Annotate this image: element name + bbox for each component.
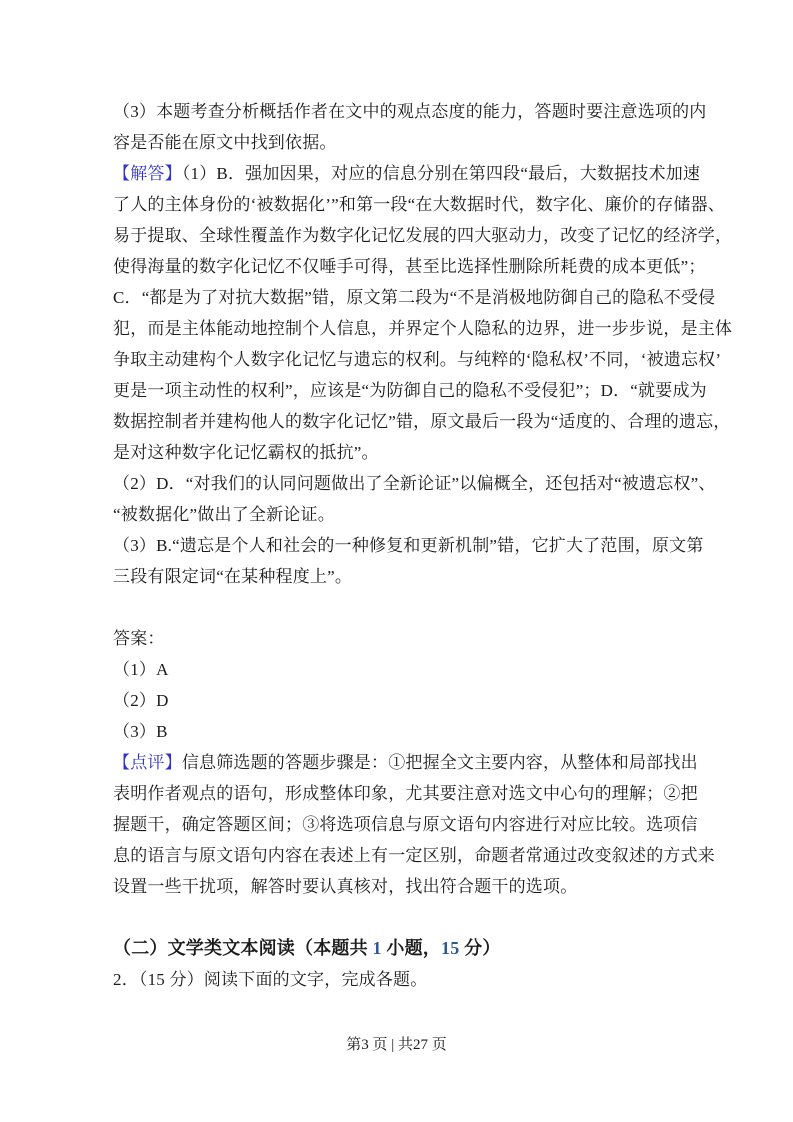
text-run: 2．（15 分）阅读下面的文字，完成各题。 — [113, 970, 428, 989]
text-line — [113, 313, 733, 344]
text-line — [113, 406, 731, 437]
text-line — [113, 685, 689, 716]
heading-number: 1 — [372, 938, 382, 958]
text-run: （3）本题考查分析概括作者在文中的观点态度的能力，答题时要注意选项的内 — [113, 102, 707, 121]
text-line — [113, 375, 707, 406]
text-line — [113, 871, 689, 902]
text-line — [113, 964, 689, 995]
text-run: （二）文学类文本阅读（本题共 — [113, 938, 373, 958]
text-run: 争取主动建构个人数字化记忆与遗忘的权利。与纯粹的‘隐私权’不同，‘被遗忘权’ — [113, 350, 722, 369]
text-run: （1）A — [113, 660, 169, 679]
text-line — [113, 437, 689, 468]
text-run: 设置一些干扰项，解答时要认真核对，找出符合题干的选项。 — [113, 877, 578, 896]
text-run: （3）B — [113, 722, 168, 741]
text-line — [113, 158, 701, 189]
text-line — [113, 840, 715, 871]
text-line — [113, 716, 689, 747]
text-run: 了人的主体身份的‘被数据化’”和第一段“在大数据时代，数字化、廉价的存储器、 — [113, 195, 726, 214]
text-run: 是对这种数字化记忆霸权的抵抗”。 — [113, 443, 379, 462]
section-label: 【解答】 — [113, 164, 182, 183]
text-line — [113, 654, 689, 685]
text-line — [113, 747, 698, 778]
text-line — [113, 778, 698, 809]
text-run: （3）B.“遗忘是个人和社会的一种修复和更新机制”错，它扩大了范围，原文第 — [113, 536, 704, 555]
text-run: 小题， — [381, 938, 442, 958]
text-run: 表明作者观点的语句，形成整体印象，尤其要注意对选文中心句的理解；②把 — [113, 784, 698, 803]
text-line — [113, 127, 689, 158]
text-run: 犯，而是主体能动地控制个人信息，并界定个人隐私的边界，进一步步说，是主体 — [113, 319, 733, 338]
text-run: 容是否能在原文中找到依据。 — [113, 133, 337, 152]
text-line — [113, 282, 716, 313]
text-run: 分） — [459, 938, 501, 958]
blank-line — [113, 902, 689, 933]
text-run: （1）B．强加因果，对应的信息分别在第四段“最后，大数据技术加速 — [181, 164, 701, 183]
page-footer-text: 第3 页 | 共27 页 — [346, 1037, 447, 1053]
text-line — [113, 189, 726, 220]
text-line — [113, 623, 689, 654]
text-line — [113, 530, 704, 561]
text-run: （2）D．“对我们的认同问题做出了全新论证”以偏概全，还包括对“被遗忘权”、 — [113, 474, 716, 493]
text-run: “被数据化”做出了全新论证。 — [113, 505, 335, 524]
text-line — [113, 251, 706, 282]
text-line — [113, 220, 733, 251]
heading-number: 15 — [441, 938, 460, 958]
page-footer — [0, 1033, 793, 1054]
text-run: 答案： — [113, 629, 165, 648]
text-run: 三段有限定词“在某种程度上”。 — [113, 567, 353, 586]
text-run: 易于提取、全球性覆盖作为数字化记忆发展的四大驱动力，改变了记忆的经济学， — [113, 226, 733, 245]
text-run: 握题干，确定答题区间；③将选项信息与原文语句内容进行对应比较。选项信 — [113, 815, 698, 834]
text-run: （2）D — [113, 691, 169, 710]
section-heading — [113, 933, 689, 964]
text-line — [113, 561, 689, 592]
text-line — [113, 96, 707, 127]
text-run: 更是一项主动性的权利”，应该是“为防御自己的隐私不受侵犯”；D．“就要成为 — [113, 381, 707, 400]
text-line — [113, 809, 698, 840]
section-label: 【点评】 — [113, 753, 182, 772]
text-run: 信息筛选题的答题步骤是：①把握全文主要内容，从整体和局部找出 — [181, 753, 698, 772]
blank-line — [113, 592, 689, 623]
text-line — [113, 344, 722, 375]
text-run: 使得海量的数字化记忆不仅唾手可得，甚至比选择性删除所耗费的成本更低”； — [113, 257, 706, 276]
document-body — [113, 96, 733, 995]
text-line — [113, 499, 689, 530]
text-line — [113, 468, 716, 499]
text-run: C．“都是为了对抗大数据”错，原文第二段为“不是消极地防御自己的隐私不受侵 — [113, 288, 716, 307]
text-run: 息的语言与原文语句内容在表述上有一定区别，命题者常通过改变叙述的方式来 — [113, 846, 715, 865]
text-run: 数据控制者并建构他人的数字化记忆”错，原文最后一段为“适度的、合理的遗忘， — [113, 412, 731, 431]
